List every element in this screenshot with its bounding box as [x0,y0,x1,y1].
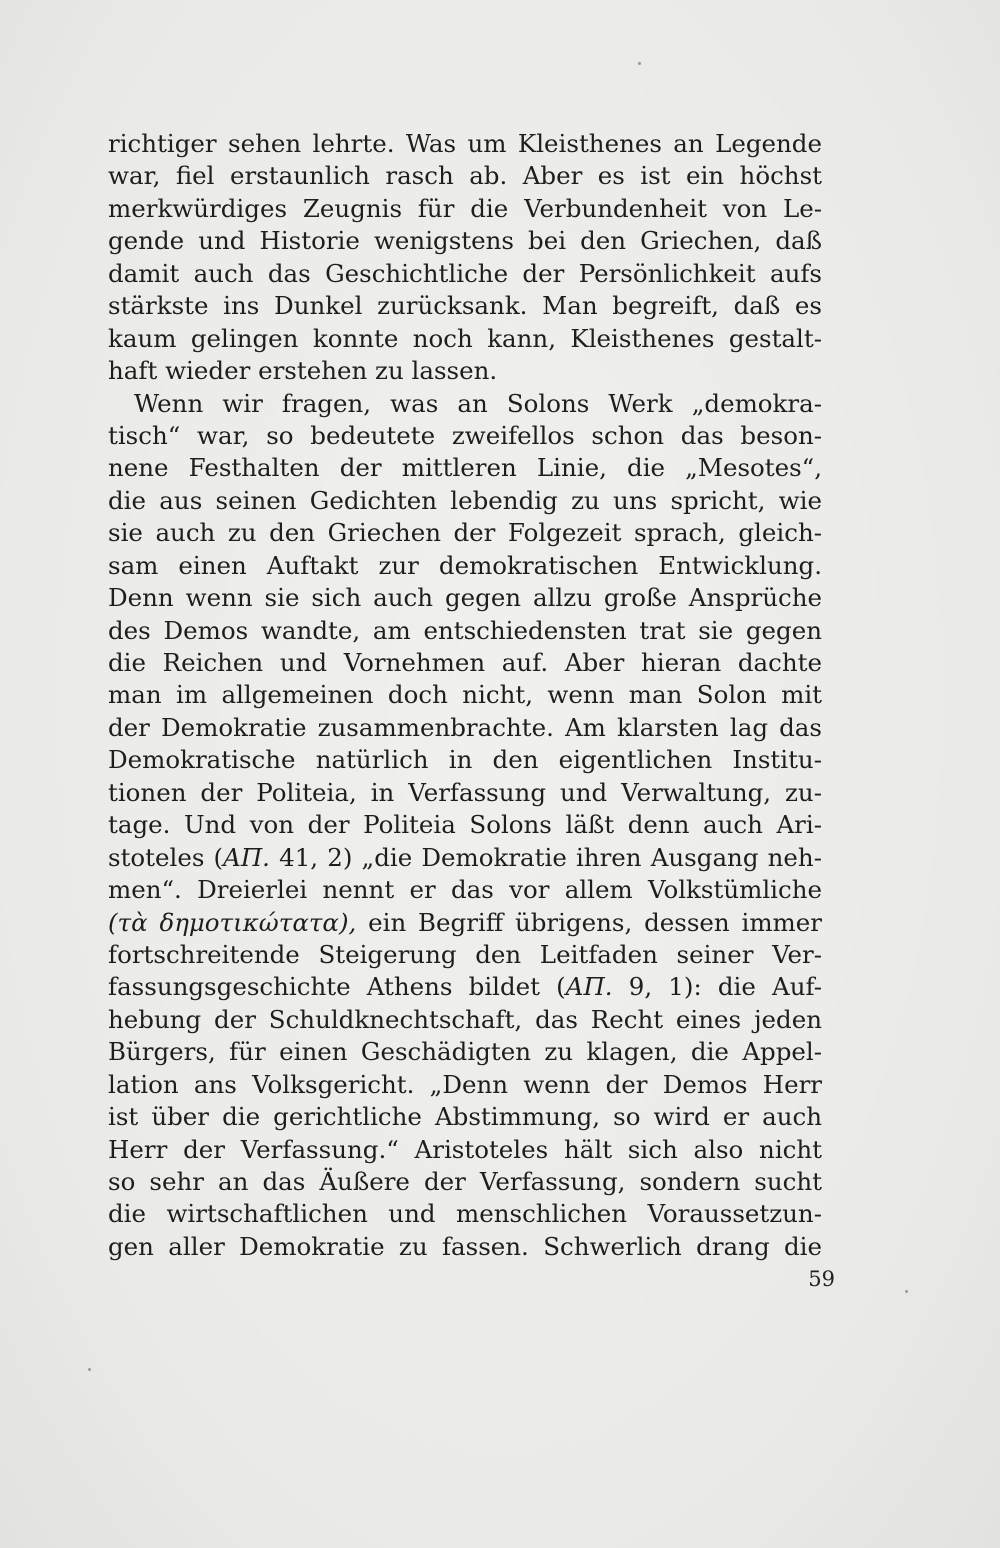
text-line: Demokratische natürlich in den eigentlichen Institu- [108,745,822,775]
text-line: die wirtschaftlichen und menschlichen Voraussetzun- [108,1199,822,1229]
text-fragment: ein Begriff übrigens, dessen immer [356,907,822,937]
text-line: Bürgers, für einen Geschädigten zu klagen, die Appel- [108,1037,822,1067]
text-line: fortschreitende Steigerung den Leitfaden seiner Ver- [108,939,822,969]
text-fragment: stoteles ( [108,842,224,872]
text-line: sam einen Auftakt zur demokratischen Entwicklung. [108,550,822,580]
text-line: der Demokratie zusammenbrachte. Am klarsten lag das [108,712,822,742]
paper-speck [88,1368,91,1371]
text-line: kaum gelingen konnte noch kann, Kleisthenes gestalt- [108,323,822,353]
text-line: hebung der Schuldknechtschaft, das Recht eines jeden [108,1004,822,1034]
paragraph-2 [108,388,822,1264]
text-line: merkwürdiges Zeugnis für die Verbundenheit von Le- [108,193,822,223]
text-line: die Reichen und Vornehmen auf. Aber hieran dachte [108,648,822,677]
text-line: tisch“ war, so bedeutete zweifellos schon das beson- [108,420,822,450]
greek-term: (τὰ δημοτικώτατα), [108,907,357,937]
body-text [108,128,822,1263]
text-line: war, fiel erstaunlich rasch ab. Aber es ist ein höchst [108,161,822,191]
source-reference: ΑΠ. [565,972,613,1002]
text-line: tage. Und von der Politeia Solons läßt denn auch Ari- [108,810,822,840]
text-line: Herr der Verfassung.“ Aristoteles hält sich also nicht [108,1134,822,1164]
text-line: damit auch das Geschichtliche der Persönlichkeit aufs [108,258,822,288]
text-line: men“. Dreierlei nennt er das vor allem Volkstümliche [108,875,822,905]
text-line [108,907,822,939]
paragraph-1 [108,128,822,388]
text-line: gen aller Demokratie zu fassen. Schwerlich drang die [108,1231,822,1261]
text-line: nene Festhalten der mittleren Linie, die „Mesotes“, [108,453,822,483]
text-line [108,842,822,874]
text-fragment: fassungsgeschichte Athens bildet ( [108,972,566,1002]
text-line: des Demos wandte, am entschiedensten trat sie gegen [108,615,822,645]
text-line: lation ans Volksgericht. „Denn wenn der Demos Herr [108,1069,822,1099]
text-line: gende und Historie wenigstens bei den Griechen, daß [108,226,822,256]
text-line: stärkste ins Dunkel zurücksank. Man begreift, daß es [108,291,822,321]
text-line: Wenn wir fragen, was an Solons Werk „demokra- [134,388,822,418]
text-line [108,971,822,1003]
text-fragment: 9, 1): die Auf- [612,972,822,1002]
text-line: so sehr an das Äußere der Verfassung, sondern sucht [108,1167,822,1196]
paper-speck [638,62,641,65]
text-line: Denn wenn sie sich auch gegen allzu große Ansprüche [108,583,822,613]
text-line: ist über die gerichtliche Abstimmung, so wird er auch [108,1102,822,1132]
text-fragment: 41, 2) „die Demokratie ihren Ausgang neh- [269,842,822,872]
text-line: die aus seinen Gedichten lebendig zu uns spricht, wie [108,485,822,515]
text-line: haft wieder erstehen zu lassen. [108,356,498,386]
page-number: 59 [808,1267,835,1291]
source-reference: ΑΠ. [223,842,270,872]
text-line: tionen der Politeia, in Verfassung und Verwaltung, zu- [108,777,822,807]
paper-speck [905,1290,908,1293]
text-line: richtiger sehen lehrte. Was um Kleisthenes an Legende [108,129,822,158]
text-line: man im allgemeinen doch nicht, wenn man Solon mit [108,680,822,710]
text-line: sie auch zu den Griechen der Folgezeit sprach, gleich- [108,518,822,548]
